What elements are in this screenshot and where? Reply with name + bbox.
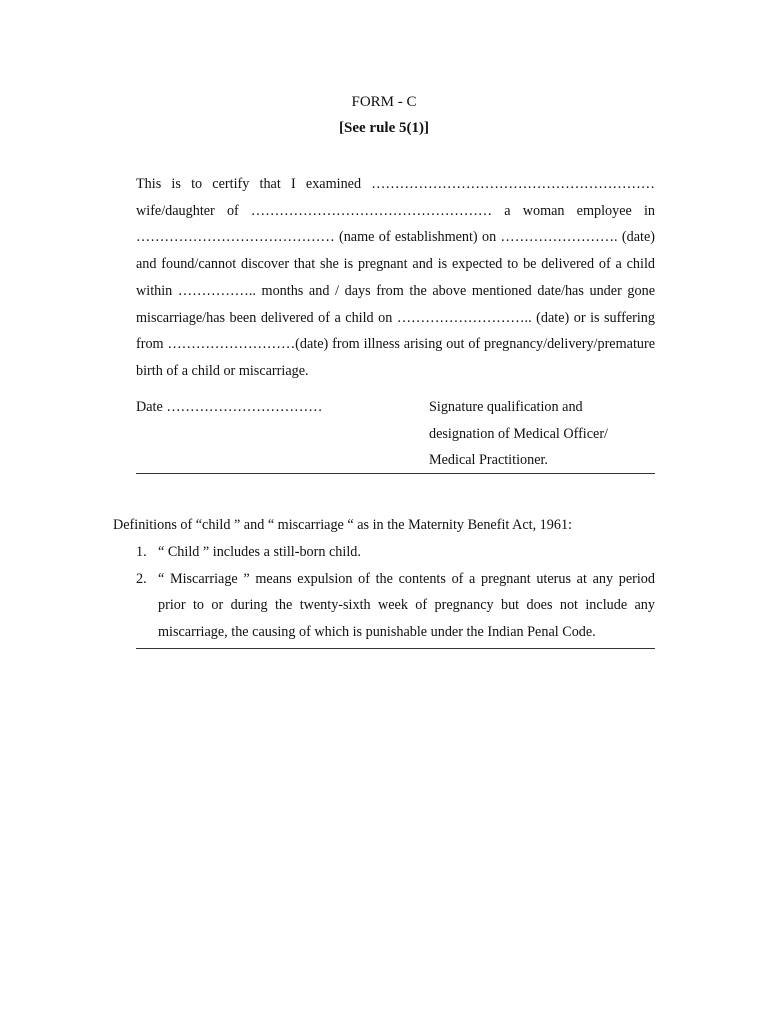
signature-designation: [429, 394, 655, 474]
definition-number: 2.: [136, 570, 147, 587]
signature-block: [136, 394, 655, 474]
definition-text: “ Child ” includes a still-born child.: [158, 544, 361, 560]
definitions-list: [136, 539, 655, 649]
certificate-body: [136, 171, 655, 385]
definition-text: “ Miscarriage ” means expulsion of the contents of a pregnant uterus at any period prior to or during the twenty-sixth week of pregnancy but does not include any miscarriage, the causing of which is punishable under the Indian Penal Code.: [158, 570, 655, 641]
signature-line-2: designation of Medical Officer/: [429, 425, 608, 442]
rule-reference: [See rule 5(1)]: [339, 120, 429, 136]
form-title: FORM - C: [351, 94, 417, 110]
definitions-intro: Definitions of “child ” and “ miscarriage “ as in the Maternity Benefit Act, 1961:: [113, 517, 572, 533]
signature-line-1: Signature qualification and: [429, 399, 583, 415]
signature-line-3: Medical Practitioner.: [429, 452, 548, 469]
definition-number: 1.: [136, 544, 147, 560]
definition-item-child: [136, 539, 655, 566]
certificate-text: This is to certify that I examined …………………………………………………… wife/daughter of …………………………………………… a woman employee in …………………………………… (name of establishment) on ……………………. (date) and found/cannot discover that she is pregnant and is expected to be delivered of a child within …………….. months and / days from the above mentioned date/has under gone miscarriage/has been delivered of a child on ……………………….. (date) or is suffering from ………………………(date) from illness arising out of pregnancy/delivery/premature birth of a child or miscarriage.: [136, 176, 655, 379]
date-line: Date ……………………………: [136, 399, 323, 415]
definition-item-miscarriage: [136, 566, 655, 646]
